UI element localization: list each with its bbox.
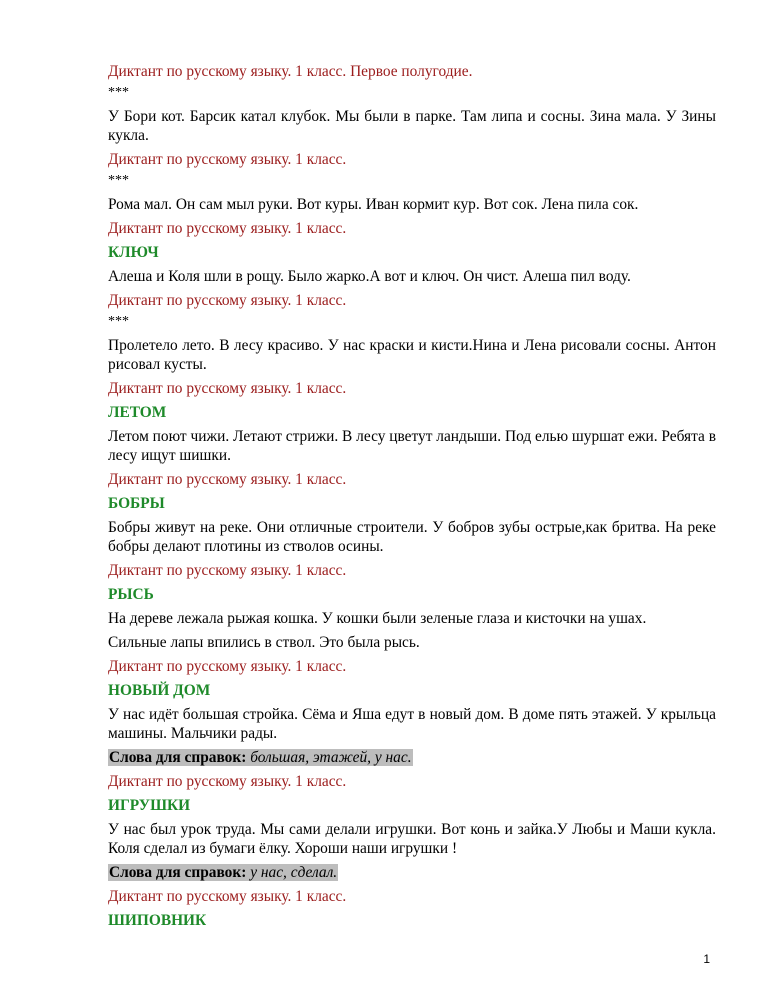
dictation-paragraph: Пролетело лето. В лесу красиво. У нас краски и кисти.Нина и Лена рисовали сосны. Антон рисовал кусты. [108, 337, 716, 373]
dictation-paragraph: Рома мал. Он сам мыл руки. Вот куры. Иван кормит кур. Вот сок. Лена пила сок. [108, 196, 639, 213]
dictation-heading: ЛЕТОМ [108, 404, 167, 421]
document-page [108, 62, 716, 930]
reference-words-list: у нас, сделал. [246, 864, 338, 881]
dictation-paragraph: Бобры живут на реке. Они отличные строители. У бобров зубы острые,как бритва. На реке бобры делают плотины из стволов осины. [108, 519, 716, 555]
dictation-title: Диктант по русскому языку. 1 класс. [108, 773, 347, 790]
dictation-title: Диктант по русскому языку. 1 класс. [108, 658, 347, 675]
dictation-title: Диктант по русскому языку. 1 класс. [108, 151, 347, 168]
dictation-paragraph: У нас идёт большая стройка. Сёма и Яша едут в новый дом. В доме пять этажей. У крыльца машины. Мальчики рады. [108, 706, 716, 742]
dictation-heading: БОБРЫ [108, 495, 165, 512]
reference-words [108, 748, 716, 767]
dictation-title: Диктант по русскому языку. 1 класс. [108, 471, 347, 488]
dictation-title: Диктант по русскому языку. 1 класс. [108, 380, 347, 397]
reference-words [108, 863, 716, 882]
dictation-heading: РЫСЬ [108, 586, 154, 603]
dictation-heading: КЛЮЧ [108, 244, 159, 261]
dictation-heading: ИГРУШКИ [108, 797, 191, 814]
dictation-heading: НОВЫЙ ДОМ [108, 682, 211, 699]
separator-stars: *** [108, 314, 129, 329]
dictation-paragraph: Сильные лапы впились в ствол. Это была рысь. [108, 634, 420, 651]
separator-stars: *** [108, 85, 129, 100]
dictation-paragraph: Алеша и Коля шли в рощу. Было жарко.А вот и ключ. Он чист. Алеша пил воду. [108, 268, 631, 285]
dictation-title: Диктант по русскому языку. 1 класс. Первое полугодие. [108, 63, 473, 80]
dictation-title: Диктант по русскому языку. 1 класс. [108, 888, 347, 905]
reference-words-label: Слова для справок: [109, 864, 247, 881]
dictation-title: Диктант по русскому языку. 1 класс. [108, 562, 347, 579]
separator-stars: *** [108, 173, 129, 188]
dictation-heading: ШИПОВНИК [108, 912, 207, 929]
reference-words-box [108, 864, 338, 881]
dictation-paragraph: У нас был урок труда. Мы сами делали игрушки. Вот конь и зайка.У Любы и Маши кукла. Коля сделал из бумаги ёлку. Хороши наши игрушки ! [108, 821, 716, 857]
dictation-title: Диктант по русскому языку. 1 класс. [108, 292, 347, 309]
page-number: 1 [703, 952, 710, 966]
reference-words-label: Слова для справок: [109, 749, 247, 766]
reference-words-list: большая, этажей, у нас. [246, 749, 412, 766]
dictation-paragraph: На дереве лежала рыжая кошка. У кошки были зеленые глаза и кисточки на ушах. [108, 610, 647, 627]
reference-words-box [108, 749, 413, 766]
dictation-title: Диктант по русскому языку. 1 класс. [108, 220, 347, 237]
dictation-paragraph: У Бори кот. Барсик катал клубок. Мы были в парке. Там липа и сосны. Зина мала. У Зины кукла. [108, 108, 716, 144]
dictation-paragraph: Летом поют чижи. Летают стрижи. В лесу цветут ландыши. Под елью шуршат ежи. Ребята в лесу ищут шишки. [108, 428, 716, 464]
